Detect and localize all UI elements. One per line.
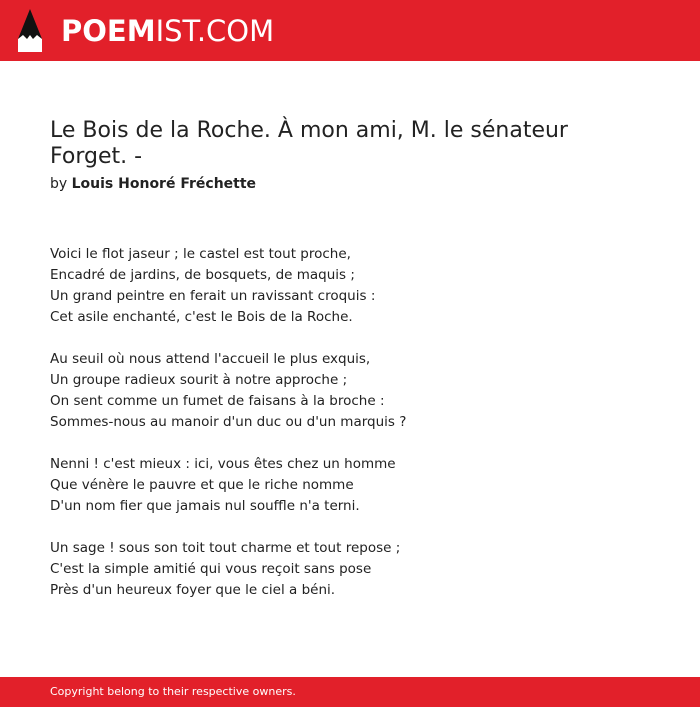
poem-line: Au seuil où nous attend l'accueil le plus exquis, bbox=[50, 351, 371, 367]
stanza bbox=[50, 538, 650, 601]
pencil-icon[interactable] bbox=[16, 9, 44, 52]
author-name: Louis Honoré Fréchette bbox=[71, 176, 257, 192]
site-header bbox=[0, 0, 700, 61]
poem-line: Sommes-nous au manoir d'un duc ou d'un marquis ? bbox=[50, 414, 407, 430]
logo-light-text: IST.COM bbox=[155, 14, 275, 48]
by-label: by bbox=[50, 176, 68, 192]
poem-line: Que vénère le pauvre et que le riche nomme bbox=[50, 477, 354, 493]
stanza bbox=[50, 454, 650, 517]
site-footer bbox=[0, 677, 700, 707]
poem-line: Nenni ! c'est mieux : ici, vous êtes chez un homme bbox=[50, 456, 396, 472]
byline bbox=[50, 174, 256, 194]
poem-line: Près d'un heureux foyer que le ciel a béni. bbox=[50, 582, 336, 598]
poem-title: Le Bois de la Roche. À mon ami, M. le sénateur Forget. - bbox=[50, 118, 568, 169]
copyright-notice: Copyright belong to their respective owners. bbox=[50, 685, 296, 698]
poem-line: C'est la simple amitié qui vous reçoit sans pose bbox=[50, 561, 372, 577]
poem-line: Un grand peintre en ferait un ravissant croquis : bbox=[50, 288, 376, 304]
poem-body bbox=[50, 244, 650, 622]
poem-line: On sent comme un fumet de faisans à la broche : bbox=[50, 393, 385, 409]
poem-line: Un groupe radieux sourit à notre approche ; bbox=[50, 372, 348, 388]
poem-line: Un sage ! sous son toit tout charme et tout repose ; bbox=[50, 540, 401, 556]
stanza bbox=[50, 244, 650, 328]
poem-line: Voici le flot jaseur ; le castel est tout proche, bbox=[50, 246, 351, 262]
poem-line: Encadré de jardins, de bosquets, de maquis ; bbox=[50, 267, 355, 283]
poem-line: D'un nom fier que jamais nul souffle n'a terni. bbox=[50, 498, 360, 514]
logo-bold-text: POEM bbox=[61, 14, 156, 48]
stanza bbox=[50, 349, 650, 433]
site-logo[interactable] bbox=[61, 13, 274, 49]
poem-line: Cet asile enchanté, c'est le Bois de la Roche. bbox=[50, 309, 353, 325]
